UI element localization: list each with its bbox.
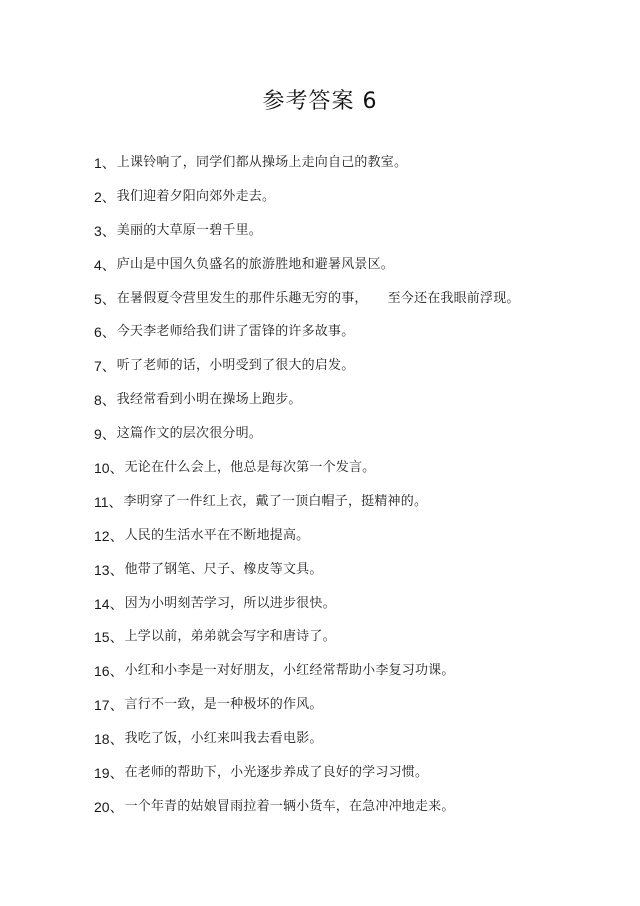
item-number: 5、	[94, 290, 116, 307]
list-item	[94, 387, 614, 421]
list-item	[94, 421, 614, 455]
item-text: 我经常看到小明在操场上跑步。	[116, 392, 302, 408]
list-item	[94, 184, 614, 218]
list-item	[94, 319, 614, 353]
item-text: 小红和小李是一对好朋友，小红经常帮助小李复习功课。	[124, 663, 455, 679]
item-number: 13、	[94, 561, 124, 578]
item-number: 17、	[94, 697, 124, 714]
list-item	[94, 692, 614, 726]
item-text: 今天李老师给我们讲了雷锋的许多故事。	[116, 324, 355, 340]
list-item	[94, 489, 614, 523]
list-item	[94, 252, 614, 286]
item-number: 1、	[94, 155, 116, 171]
item-number: 4、	[94, 256, 116, 273]
item-text: 在老师的帮助下，小光逐步养成了良好的学习习惯。	[124, 765, 429, 781]
item-text: 在暑假夏令营里发生的那件乐趣无穷的事，	[116, 290, 368, 306]
list-item	[94, 218, 614, 252]
list-item	[94, 150, 614, 184]
item-text-continued: 至今还在我眼前浮现。	[387, 290, 520, 306]
item-number: 2、	[94, 188, 116, 205]
item-text: 人民的生活水平在不断地提高。	[124, 527, 310, 543]
item-text: 美丽的大草原一碧千里。	[116, 222, 262, 238]
page-title: 参考答案 6	[262, 89, 378, 114]
item-number: 18、	[94, 731, 124, 748]
item-number: 16、	[94, 663, 124, 680]
item-number: 8、	[94, 392, 116, 409]
item-number: 10、	[94, 460, 124, 477]
item-text: 言行不一致，是一种极坏的作风。	[124, 697, 323, 713]
list-item	[94, 760, 614, 794]
item-text: 一个年青的姑娘冒雨拉着一辆小货车，在急冲冲地走来。	[124, 798, 455, 814]
item-text: 无论在什么会上，他总是每次第一个发言。	[124, 460, 376, 476]
list-item	[94, 726, 614, 760]
list-item	[94, 286, 614, 320]
item-number: 12、	[94, 527, 124, 544]
item-text: 上学以前，弟弟就会写字和唐诗了。	[124, 629, 336, 645]
item-text: 李明穿了一件红上衣，戴了一顶白帽子，挺精神的。	[123, 493, 428, 509]
list-item	[94, 658, 614, 692]
item-number: 19、	[94, 765, 124, 782]
item-text: 庐山是中国久负盛名的旅游胜地和避暑风景区。	[116, 256, 394, 272]
item-number: 15、	[94, 629, 124, 646]
item-number: 20、	[94, 798, 124, 815]
item-number: 3、	[94, 222, 116, 239]
answer-list	[94, 150, 614, 828]
item-text: 听了老师的话，小明受到了很大的启发。	[116, 358, 355, 374]
list-item	[94, 624, 614, 658]
list-item	[94, 455, 614, 489]
item-text: 他带了钢笔、尺子、橡皮等文具。	[124, 561, 323, 577]
list-item	[94, 591, 614, 625]
item-number: 7、	[94, 358, 116, 375]
item-text: 因为小明刻苦学习，所以进步很快。	[124, 595, 336, 611]
item-text: 我吃了饭，小红来叫我去看电影。	[124, 731, 323, 747]
item-number: 14、	[94, 595, 124, 612]
list-item	[94, 353, 614, 387]
item-text: 上课铃响了，同学们都从操场上走向自己的教室。	[116, 155, 408, 170]
item-number: 11、	[94, 493, 123, 510]
item-number: 6、	[94, 324, 116, 341]
item-text: 这篇作文的层次很分明。	[116, 426, 262, 442]
item-text: 我们迎着夕阳向郊外走去。	[116, 188, 276, 204]
list-item	[94, 794, 614, 828]
list-item	[94, 523, 614, 557]
list-item	[94, 557, 614, 591]
item-number: 9、	[94, 426, 116, 443]
